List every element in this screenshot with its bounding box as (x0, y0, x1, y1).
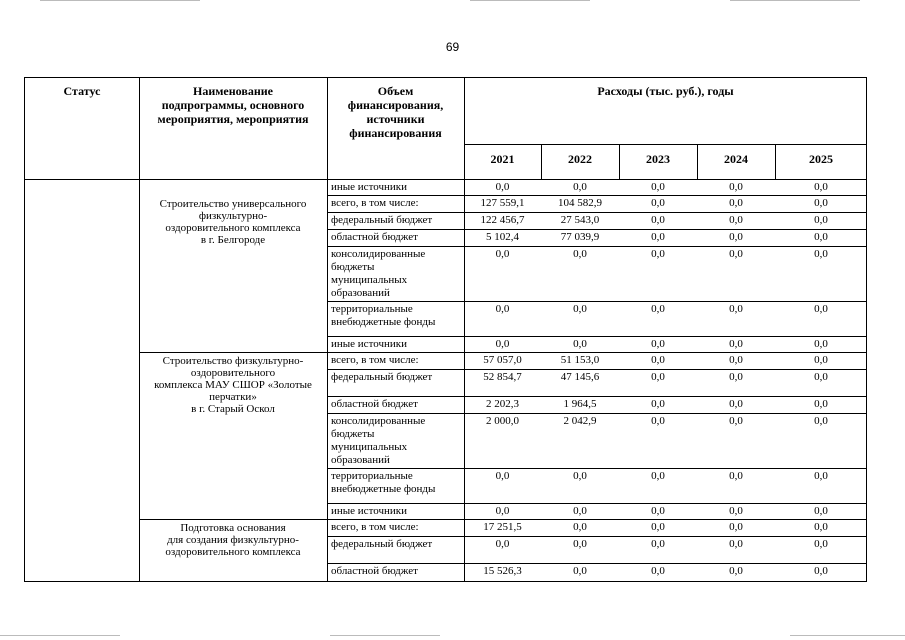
grid-line (327, 336, 867, 337)
value-cell: 0,0 (573, 338, 587, 350)
value-cell: 0,0 (814, 505, 828, 517)
grid-line (327, 246, 867, 247)
source-label: территориальные (331, 303, 413, 315)
value-cell: 0,0 (814, 303, 828, 315)
value-cell: 0,0 (573, 303, 587, 315)
section-title-line: для создания физкультурно- (167, 534, 299, 546)
source-label: иные источники (331, 338, 407, 350)
source-label: образований (331, 454, 390, 466)
grid-line (327, 78, 328, 581)
value-cell: 0,0 (729, 231, 743, 243)
value-cell: 0,0 (651, 505, 665, 517)
value-cell: 104 582,9 (558, 197, 602, 209)
value-cell: 0,0 (573, 521, 587, 533)
grid-line (327, 301, 867, 302)
grid-line (327, 229, 867, 230)
value-cell: 0,0 (814, 371, 828, 383)
source-label: областной бюджет (331, 565, 418, 577)
source-label: всего, в том числе: (331, 354, 419, 366)
year-2022: 2022 (568, 152, 592, 166)
value-cell: 0,0 (814, 248, 828, 260)
grid-line (327, 563, 867, 564)
grid-line (327, 369, 867, 370)
budget-table (24, 77, 867, 582)
value-cell: 0,0 (814, 197, 828, 209)
value-cell: 0,0 (651, 303, 665, 315)
section-title-line: Подготовка основания (180, 522, 286, 534)
value-cell: 27 543,0 (560, 214, 600, 226)
section-title-line: комплекса МАУ СШОР «Золотые (154, 379, 312, 391)
section-title-line: оздоровительного (190, 367, 276, 379)
grid-line (327, 519, 867, 520)
source-label: внебюджетные фонды (331, 483, 436, 495)
value-cell: 0,0 (651, 248, 665, 260)
grid-line (139, 78, 140, 581)
value-cell: 127 559,1 (480, 197, 525, 209)
header-expenses: Расходы (тыс. руб.), годы (597, 84, 734, 98)
header-name-line: мероприятия, мероприятия (157, 112, 309, 126)
grid-line (327, 195, 867, 196)
source-label: территориальные (331, 470, 413, 482)
value-cell: 0,0 (729, 248, 743, 260)
value-cell: 0,0 (651, 197, 665, 209)
value-cell: 15 526,3 (483, 565, 522, 577)
header-volume-line: Объем (377, 84, 414, 98)
value-cell: 0,0 (651, 214, 665, 226)
source-label: федеральный бюджет (331, 371, 433, 383)
value-cell: 51 153,0 (560, 354, 600, 366)
source-label: внебюджетные фонды (331, 316, 436, 328)
value-cell: 0,0 (573, 505, 587, 517)
value-cell: 0,0 (729, 565, 743, 577)
section-title-line: в г. Белгороде (200, 234, 266, 246)
value-cell: 0,0 (495, 538, 510, 550)
value-cell: 0,0 (495, 470, 510, 482)
value-cell: 0,0 (651, 470, 665, 482)
value-cell: 2 042,9 (563, 415, 597, 427)
value-cell: 0,0 (729, 371, 743, 383)
source-label: всего, в том числе: (331, 197, 419, 209)
value-cell: 17 251,5 (483, 521, 522, 533)
header-volume-line: финансирования (349, 126, 442, 140)
grid-line (327, 468, 867, 469)
value-cell: 47 145,6 (560, 371, 600, 383)
value-cell: 0,0 (495, 505, 510, 517)
grid-line (327, 413, 867, 414)
value-cell: 0,0 (495, 181, 510, 193)
grid-line (464, 144, 867, 145)
value-cell: 0,0 (729, 181, 743, 193)
value-cell: 0,0 (814, 470, 828, 482)
value-cell: 0,0 (651, 181, 665, 193)
value-cell: 0,0 (729, 398, 743, 410)
header-name-line: Наименование (193, 84, 273, 98)
source-label: образований (331, 287, 390, 299)
value-cell: 0,0 (573, 565, 587, 577)
value-cell: 122 456,7 (480, 214, 525, 226)
header-volume-line: финансирования, (347, 98, 444, 112)
value-cell: 0,0 (573, 248, 587, 260)
header-name-line: подпрограммы, основного (161, 98, 305, 112)
value-cell: 0,0 (573, 181, 587, 193)
section-title-line: оздоровительного комплекса (165, 222, 301, 234)
value-cell: 0,0 (729, 214, 743, 226)
value-cell: 0,0 (651, 521, 665, 533)
value-cell: 0,0 (495, 303, 510, 315)
source-label: областной бюджет (331, 231, 418, 243)
value-cell: 0,0 (729, 303, 743, 315)
value-cell: 52 854,7 (483, 371, 522, 383)
source-label: муниципальных (331, 274, 408, 286)
value-cell: 0,0 (651, 338, 665, 350)
section-title-line: Строительство универсального (159, 198, 307, 210)
value-cell: 0,0 (651, 398, 665, 410)
value-cell: 5 102,4 (486, 231, 519, 243)
source-label: консолидированные (331, 248, 426, 260)
value-cell: 0,0 (729, 521, 743, 533)
source-label: бюджеты (331, 428, 375, 440)
value-cell: 0,0 (495, 248, 510, 260)
year-2024: 2024 (724, 152, 748, 166)
section-title-line: перчатки» (209, 391, 257, 403)
value-cell: 0,0 (729, 470, 743, 482)
source-label: иные источники (331, 505, 407, 517)
value-cell: 77 039,9 (560, 231, 600, 243)
year-2023: 2023 (646, 152, 670, 166)
value-cell: 0,0 (651, 231, 665, 243)
value-cell: 1 964,5 (563, 398, 597, 410)
grid-line (327, 503, 867, 504)
value-cell: 0,0 (729, 538, 743, 550)
section-title-line: физкультурно- (198, 210, 268, 222)
value-cell: 0,0 (651, 565, 665, 577)
section-title-line: оздоровительного комплекса (165, 546, 301, 558)
grid-line (327, 396, 867, 397)
value-cell: 0,0 (814, 398, 828, 410)
grid-line (139, 352, 327, 353)
value-cell: 57 057,0 (483, 354, 522, 366)
source-label: консолидированные (331, 415, 426, 427)
source-label: иные источники (331, 181, 407, 193)
value-cell: 0,0 (651, 538, 665, 550)
year-2021: 2021 (490, 152, 515, 166)
section-title-line: Строительство физкультурно- (162, 355, 304, 367)
source-label: федеральный бюджет (331, 214, 433, 226)
value-cell: 0,0 (814, 538, 828, 550)
grid-line (327, 352, 867, 353)
source-label: областной бюджет (331, 398, 418, 410)
source-label: всего, в том числе: (331, 521, 419, 533)
value-cell: 0,0 (729, 505, 743, 517)
section-title-line: в г. Старый Оскол (191, 403, 275, 415)
grid-line (139, 519, 327, 520)
header-status: Статус (63, 84, 101, 98)
value-cell: 2 000,0 (486, 415, 519, 427)
source-label: муниципальных (331, 441, 408, 453)
value-cell: 0,0 (651, 371, 665, 383)
value-cell: 0,0 (814, 338, 828, 350)
value-cell: 0,0 (814, 415, 828, 427)
value-cell: 0,0 (814, 181, 828, 193)
value-cell: 0,0 (814, 214, 828, 226)
value-cell: 0,0 (651, 415, 665, 427)
value-cell: 0,0 (814, 354, 828, 366)
value-cell: 0,0 (651, 354, 665, 366)
header-volume-line: источники (366, 112, 425, 126)
value-cell: 0,0 (729, 197, 743, 209)
value-cell: 0,0 (814, 521, 828, 533)
page-number: 69 (445, 40, 460, 54)
value-cell: 0,0 (495, 338, 510, 350)
value-cell: 0,0 (573, 470, 587, 482)
grid-line (327, 536, 867, 537)
value-cell: 2 202,3 (486, 398, 519, 410)
value-cell: 0,0 (814, 231, 828, 243)
source-label: федеральный бюджет (331, 538, 433, 550)
grid-line (25, 179, 867, 180)
value-cell: 0,0 (729, 415, 743, 427)
value-cell: 0,0 (729, 338, 743, 350)
value-cell: 0,0 (573, 538, 587, 550)
source-label: бюджеты (331, 261, 375, 273)
value-cell: 0,0 (814, 565, 828, 577)
grid-line (327, 212, 867, 213)
year-2025: 2025 (809, 152, 833, 166)
value-cell: 0,0 (729, 354, 743, 366)
